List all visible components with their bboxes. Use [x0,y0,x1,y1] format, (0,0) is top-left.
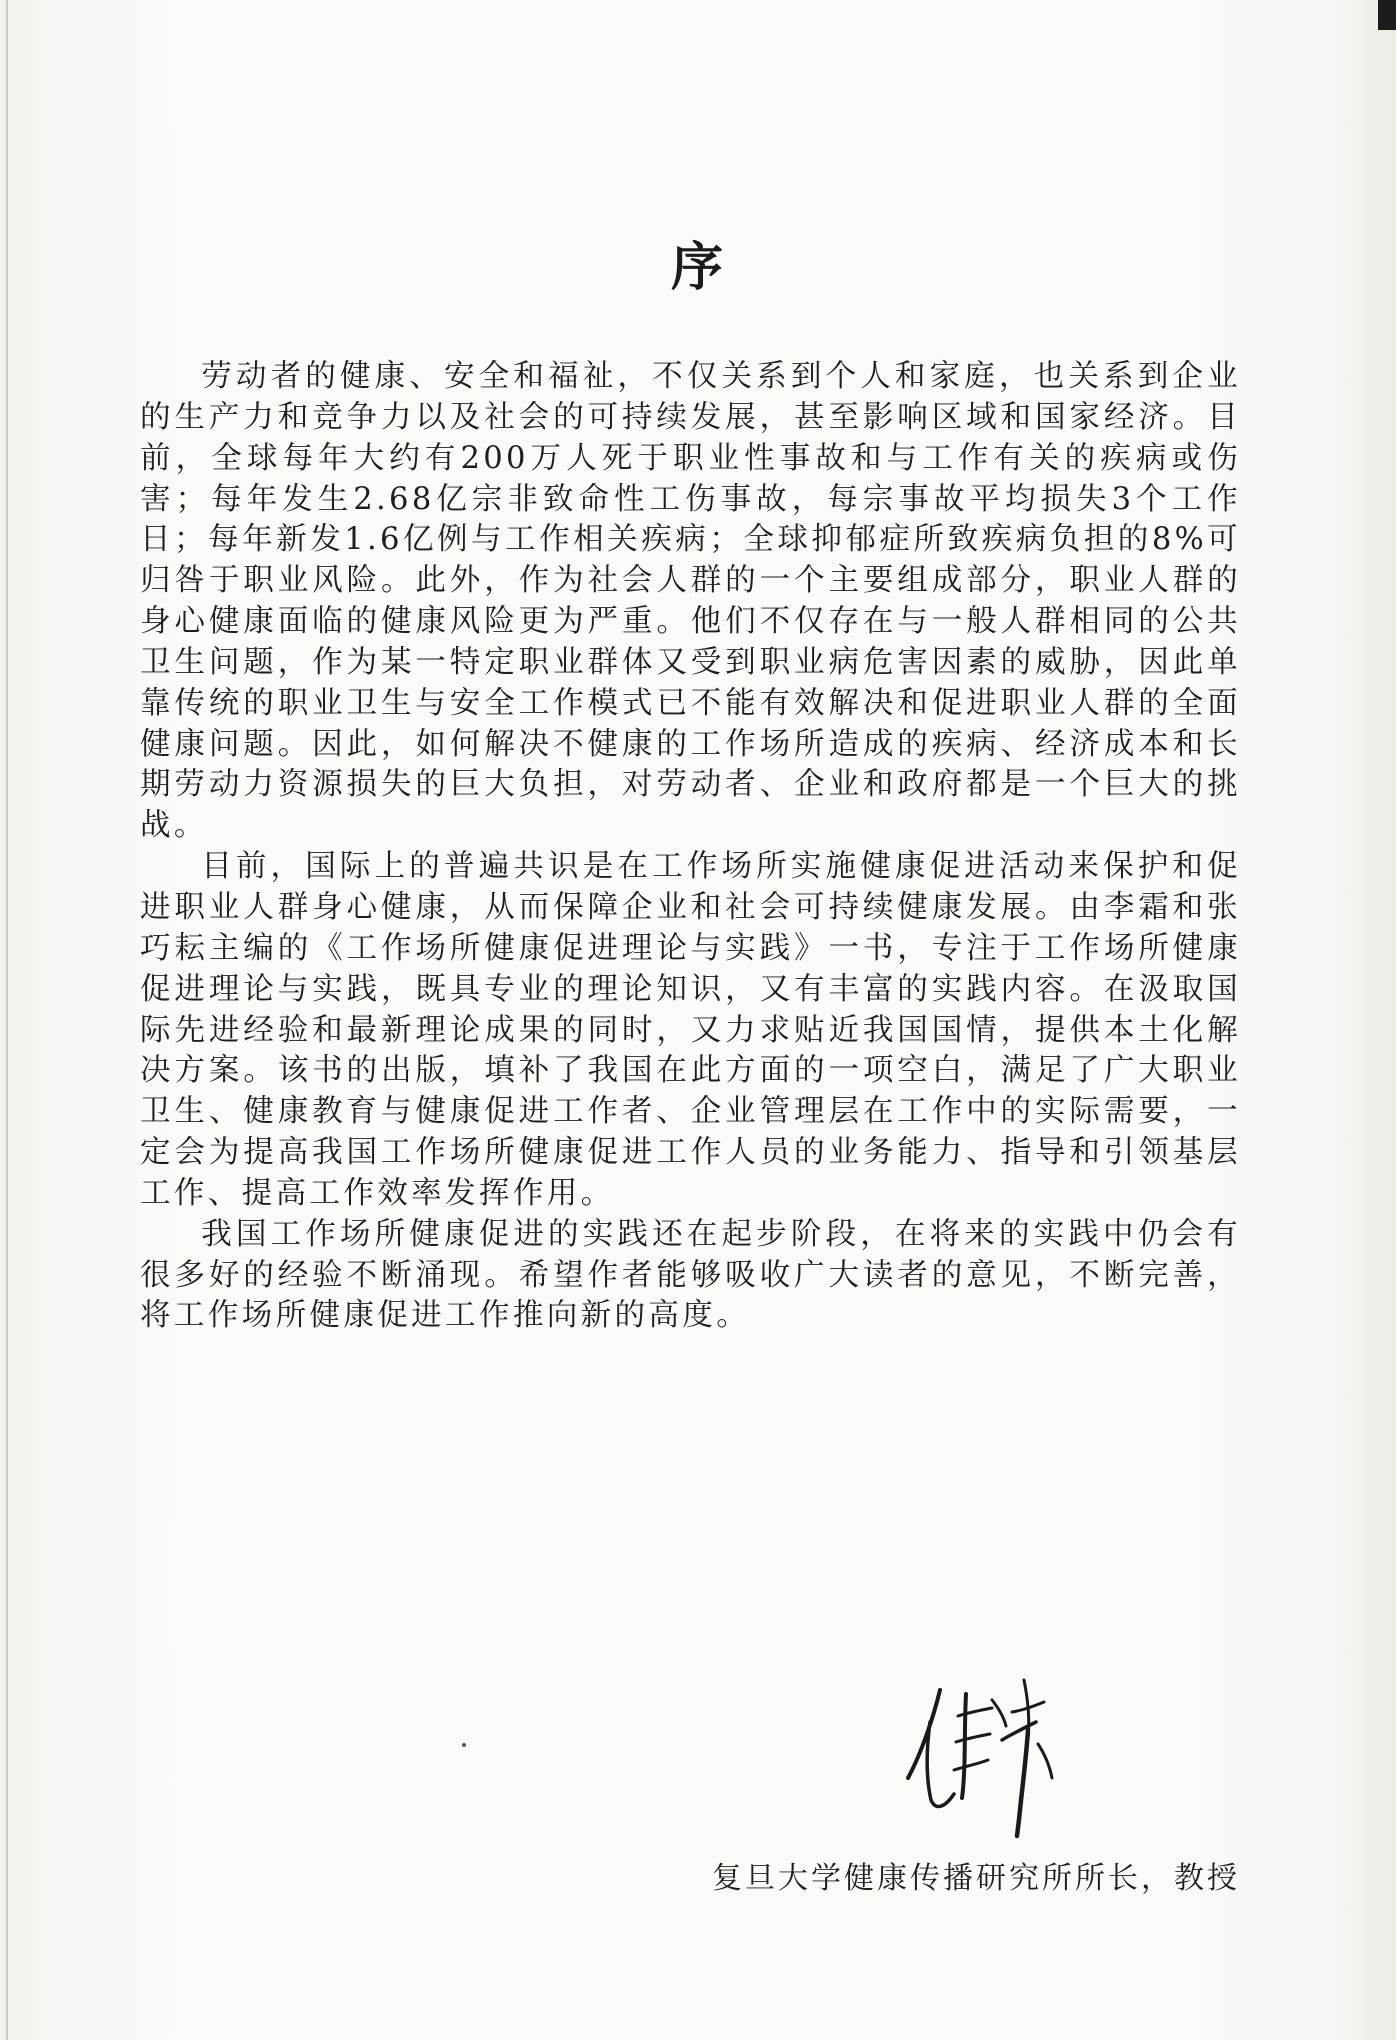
preface-body [140,357,1241,1337]
page-edge-shadow [6,0,8,2040]
paragraph-1: 劳动者的健康、安全和福祉，不仅关系到个人和家庭，也关系到企业的生产力和竞争力以及社会的可持续发展，甚至影响区域和国家经济。目前，全球每年大约有200万人死于职业性事故和与工作有关的疾病或伤害；每年发生2.68亿宗非致命性工伤事故，每宗事故平均损失3个工作日；每年新发1.6亿例与工作相关疾病；全球抑郁症所致疾病负担的8%可归咎于职业风险。此外，作为社会人群的一个主要组成部分，职业人群的身心健康面临的健康风险更为严重。他们不仅存在与一般人群相同的公共卫生问题，作为某一特定职业群体又受到职业病危害因素的威胁，因此单靠传统的职业卫生与安全工作模式已不能有效解决和促进职业人群的全面健康问题。因此，如何解决不健康的工作场所造成的疾病、经济成本和长期劳动力资源损失的巨大负担，对劳动者、企业和政府都是一个巨大的挑战。 [140,359,1241,844]
handwritten-signature [900,1660,1080,1840]
scan-speck [462,1743,466,1747]
page-title: 序 [670,237,725,298]
author-affiliation: 复旦大学健康传播研究所所长，教授 [712,1861,1240,1896]
paragraph-2: 目前，国际上的普遍共识是在工作场所实施健康促进活动来保护和促进职业人群身心健康，从而保障企业和社会可持续健康发展。由李霜和张巧耘主编的《工作场所健康促进理论与实践》一书，专注于工作场所健康促进理论与实践，既具专业的理论知识，又有丰富的实践内容。在汲取国际先进经验和最新理论成果的同时，又力求贴近我国国情，提供本土化解决方案。该书的出版，填补了我国在此方面的一项空白，满足了广大职业卫生、健康教育与健康促进工作者、企业管理层在工作中的实际需要，一定会为提高我国工作场所健康促进工作人员的业务能力、指导和引领基层工作、提高工作效率发挥作用。 [140,849,1241,1211]
scan-corner-mark [1378,0,1396,30]
paragraph-3: 我国工作场所健康促进的实践还在起步阶段，在将来的实践中仍会有很多好的经验不断涌现。希望作者能够吸收广大读者的意见，不断完善，将工作场所健康促进工作推向新的高度。 [140,1216,1241,1334]
